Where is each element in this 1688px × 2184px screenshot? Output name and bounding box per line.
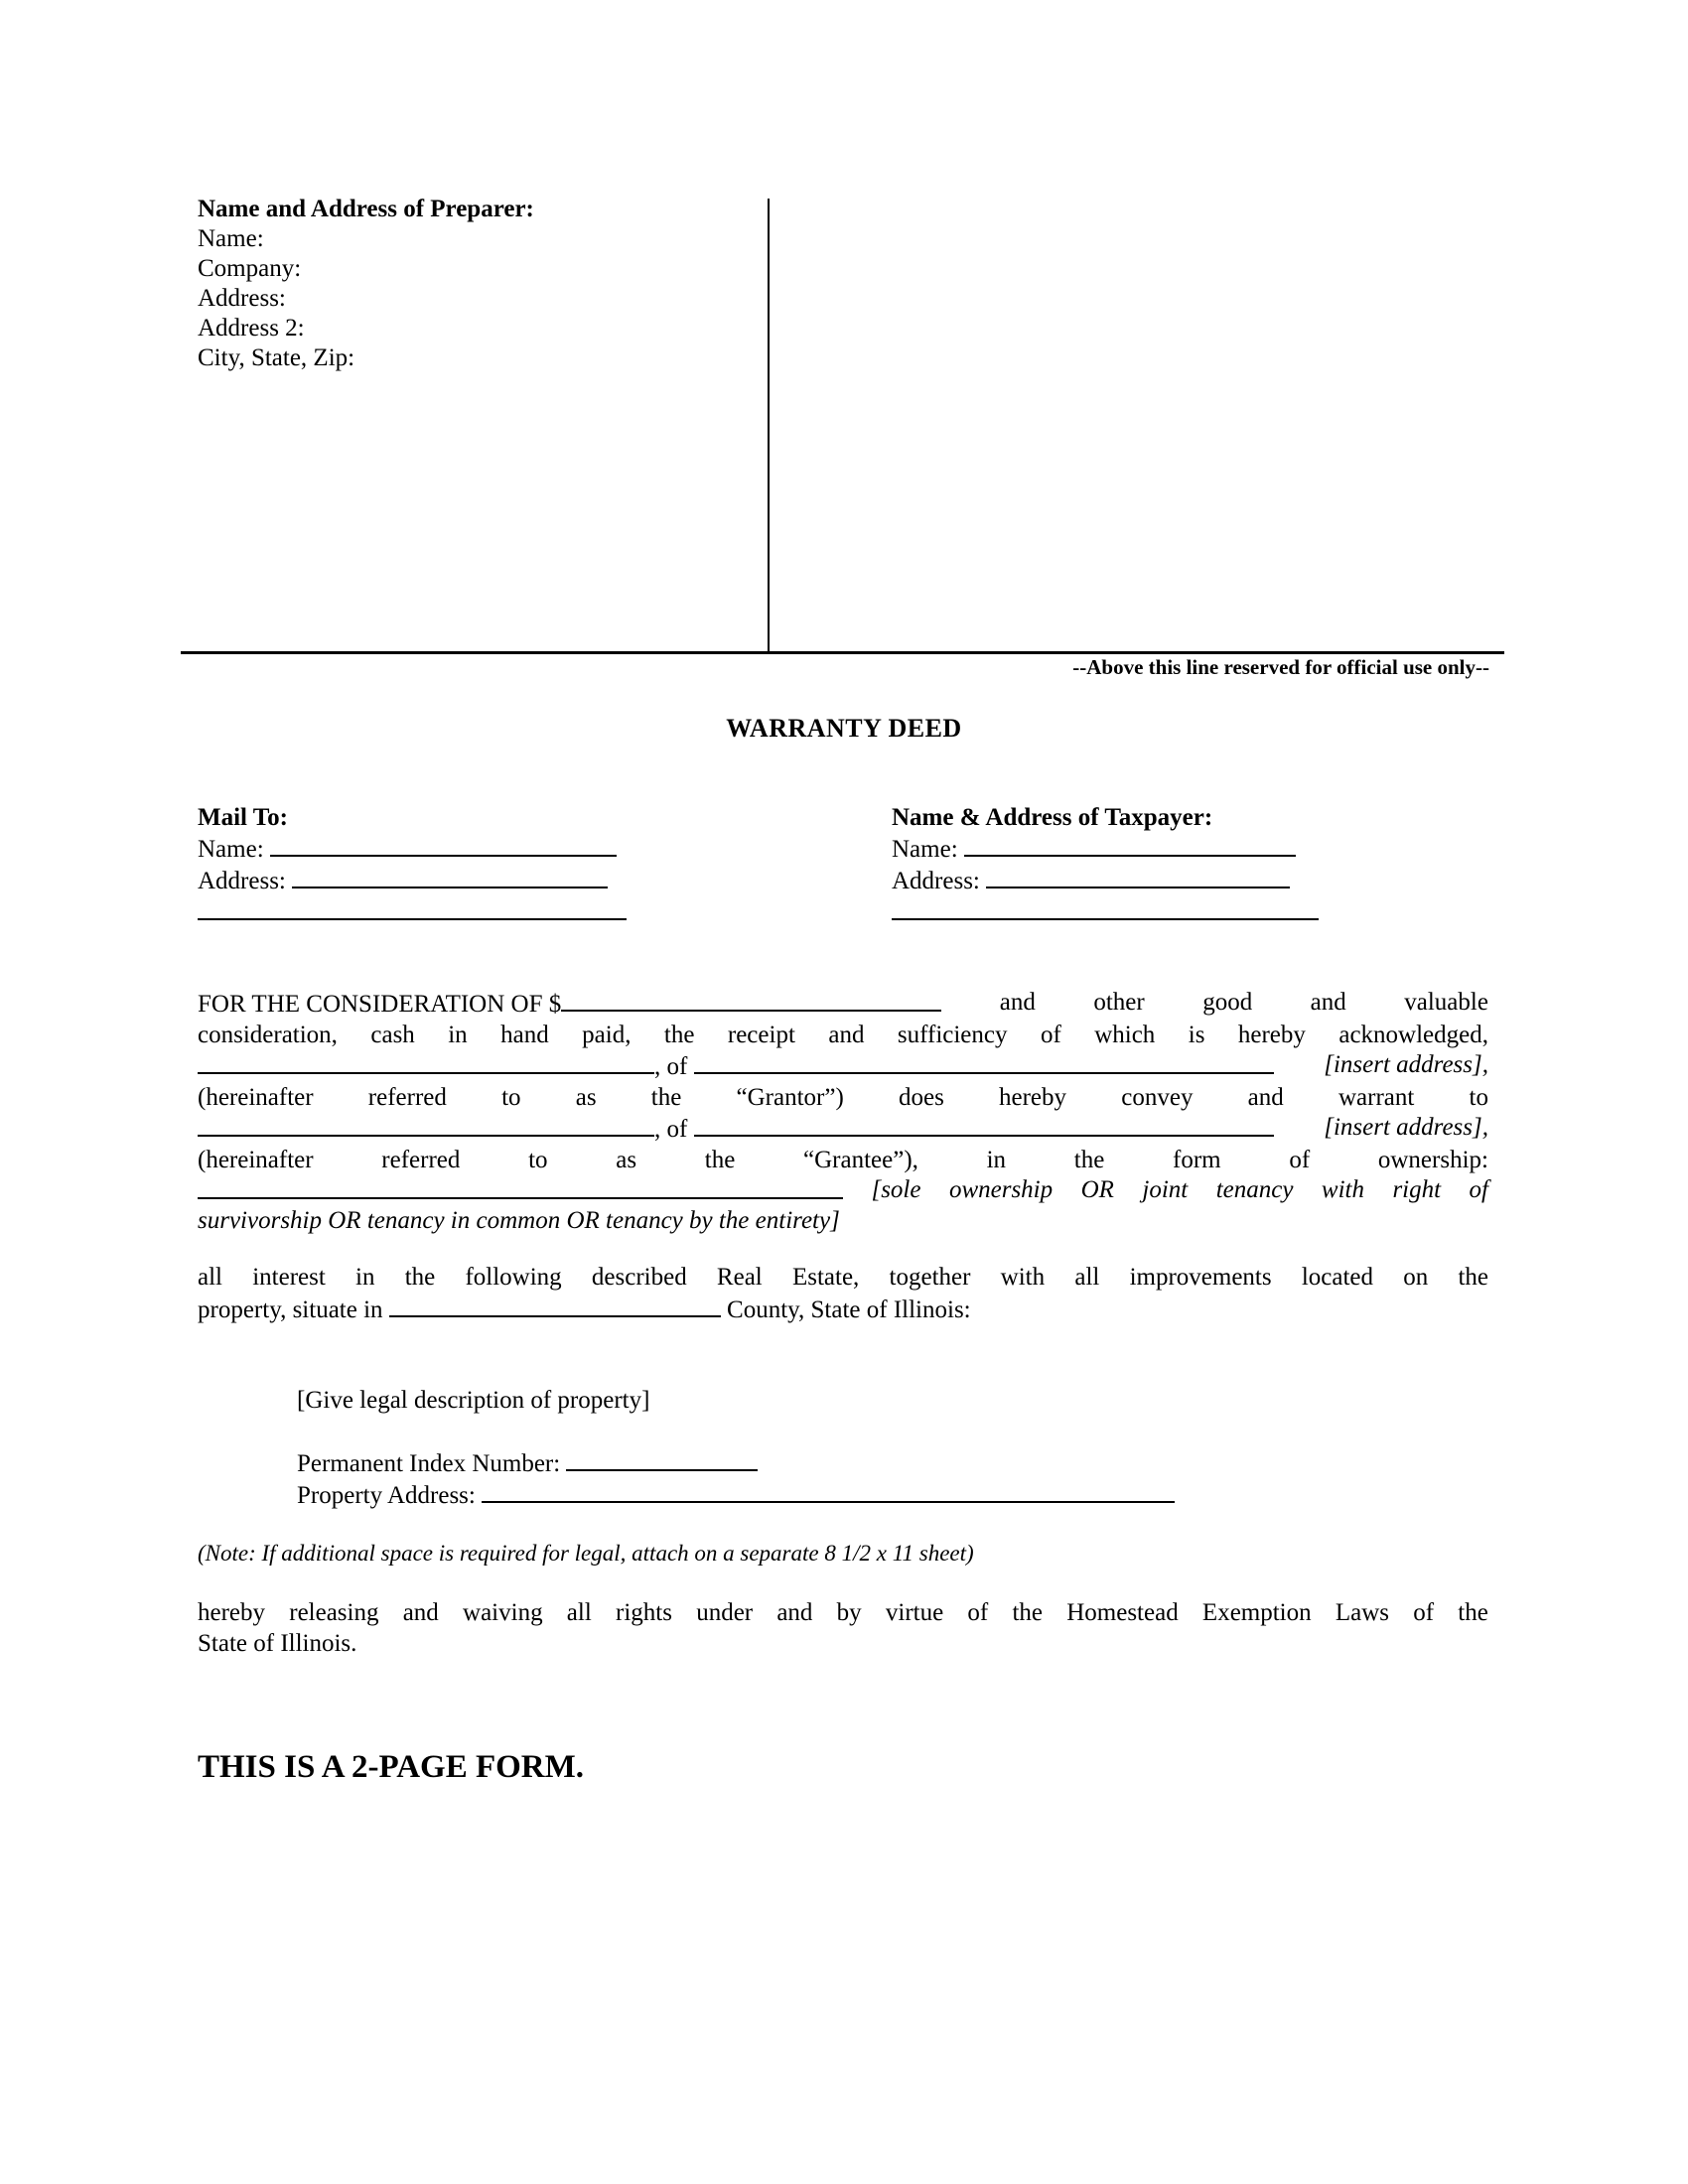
word: by xyxy=(836,1599,862,1626)
word: paid, xyxy=(582,1021,632,1048)
word: and xyxy=(1310,989,1346,1016)
grantor-address-field[interactable] xyxy=(694,1050,1274,1074)
word: in xyxy=(986,1146,1007,1173)
insert-address-hint: [insert address], xyxy=(1324,1114,1488,1141)
word: hand xyxy=(500,1021,549,1048)
word: ownership: xyxy=(1377,1146,1488,1173)
word: the xyxy=(1458,1599,1488,1626)
taxpayer-name-field[interactable] xyxy=(964,833,1296,857)
word: the xyxy=(663,1021,695,1048)
pin-label: Permanent Index Number: xyxy=(297,1450,561,1477)
word: with xyxy=(1000,1264,1046,1291)
mail-to-address-line2-field[interactable] xyxy=(198,896,627,920)
word: right xyxy=(1392,1176,1442,1203)
homestead-line-1 xyxy=(198,1598,1488,1629)
word: all xyxy=(1074,1264,1100,1291)
preparer-address2-label: Address 2: xyxy=(198,315,305,341)
county-field[interactable] xyxy=(389,1294,721,1317)
word: of xyxy=(1413,1599,1435,1626)
homestead-line-2: State of Illinois. xyxy=(198,1629,357,1657)
word: and xyxy=(828,1021,865,1048)
word: Laws xyxy=(1335,1599,1390,1626)
word: (hereinafter xyxy=(198,1146,314,1173)
county-state-label: County, State of Illinois: xyxy=(727,1296,971,1323)
word: joint xyxy=(1142,1176,1189,1203)
homestead-paragraph xyxy=(198,1598,1488,1659)
word: the xyxy=(650,1083,682,1111)
consideration-line-3 xyxy=(198,1050,1488,1083)
word: in xyxy=(355,1264,375,1291)
word: hereby xyxy=(999,1083,1067,1111)
word: to xyxy=(1469,1083,1488,1111)
word: the xyxy=(1073,1146,1105,1173)
word: following xyxy=(465,1264,562,1291)
word: all xyxy=(566,1599,592,1626)
taxpayer-block xyxy=(892,803,1319,928)
mail-to-name-field[interactable] xyxy=(270,833,617,857)
word: described xyxy=(591,1264,687,1291)
word: valuable xyxy=(1404,989,1488,1016)
word: cash xyxy=(370,1021,415,1048)
word: virtue xyxy=(885,1599,944,1626)
word: “Grantor”) xyxy=(736,1083,844,1111)
word: the xyxy=(404,1264,436,1291)
word: and xyxy=(1247,1083,1284,1111)
preparer-address-label: Address: xyxy=(198,285,286,312)
taxpayer-name-label: Name: xyxy=(892,836,958,863)
document-title: WARRANTY DEED xyxy=(726,714,962,743)
word: of xyxy=(1289,1146,1311,1173)
word: receipt xyxy=(727,1021,795,1048)
taxpayer-heading: Name & Address of Taxpayer: xyxy=(892,804,1213,831)
word: with xyxy=(1321,1176,1364,1203)
word: together xyxy=(889,1264,971,1291)
word: to xyxy=(501,1083,521,1111)
taxpayer-address-line2-field[interactable] xyxy=(892,896,1319,920)
preparer-block xyxy=(198,195,534,373)
word: of xyxy=(967,1599,989,1626)
grantee-address-field[interactable] xyxy=(694,1113,1274,1137)
word: interest xyxy=(252,1264,326,1291)
taxpayer-address-label: Address: xyxy=(892,868,980,894)
interest-line-1 xyxy=(198,1263,1488,1294)
mail-to-address-label: Address: xyxy=(198,868,286,894)
word: and xyxy=(402,1599,439,1626)
word: Real xyxy=(716,1264,763,1291)
word: improvements xyxy=(1129,1264,1272,1291)
word: Homestead xyxy=(1066,1599,1179,1626)
consideration-line-8: survivorship OR tenancy in common OR tenancy by the entirety] xyxy=(198,1206,840,1234)
word: all xyxy=(198,1264,222,1291)
word: and xyxy=(776,1599,813,1626)
word: and xyxy=(999,989,1036,1016)
word: in xyxy=(448,1021,468,1048)
word: OR xyxy=(1080,1176,1114,1203)
word: [sole xyxy=(871,1176,921,1203)
word: good xyxy=(1202,989,1253,1016)
word: referred xyxy=(381,1146,461,1173)
grantee-name-field[interactable] xyxy=(198,1113,654,1137)
preparer-name-label: Name: xyxy=(198,225,264,252)
interest-line-2 xyxy=(198,1294,1488,1326)
word: of xyxy=(1469,1176,1488,1203)
mail-to-name-label: Name: xyxy=(198,836,264,863)
word: does xyxy=(898,1083,944,1111)
consideration-amount-label: FOR THE CONSIDERATION OF $ xyxy=(198,991,562,1018)
word: Estate, xyxy=(791,1264,860,1291)
ownership-form-field[interactable] xyxy=(198,1175,843,1199)
word: referred xyxy=(367,1083,447,1111)
word: acknowledged, xyxy=(1338,1021,1488,1048)
word: “Grantee”), xyxy=(803,1146,918,1173)
word: under xyxy=(696,1599,754,1626)
word: as xyxy=(616,1146,637,1173)
word: rights xyxy=(616,1599,672,1626)
word: which xyxy=(1094,1021,1156,1048)
of-label: , of xyxy=(654,1053,688,1080)
mail-to-address-field[interactable] xyxy=(292,865,608,888)
reserved-note: --Above this line reserved for official use only-- xyxy=(1072,655,1489,679)
preparer-heading: Name and Address of Preparer: xyxy=(198,196,534,222)
word: the xyxy=(1012,1599,1044,1626)
consideration-amount-field[interactable] xyxy=(561,988,941,1012)
word: ownership xyxy=(948,1176,1054,1203)
consideration-line-2 xyxy=(198,1021,1488,1051)
word: hereby xyxy=(198,1599,266,1626)
consideration-line-1 xyxy=(198,988,1488,1021)
mail-to-heading: Mail To: xyxy=(198,804,288,831)
word: other xyxy=(1093,989,1145,1016)
word: the xyxy=(704,1146,736,1173)
word: as xyxy=(575,1083,597,1111)
grantor-name-field[interactable] xyxy=(198,1050,654,1074)
word: tenancy xyxy=(1215,1176,1294,1203)
word: releasing xyxy=(289,1599,379,1626)
word: the xyxy=(1458,1264,1488,1291)
vertical-divider xyxy=(768,199,770,653)
of-label: , of xyxy=(654,1116,688,1143)
insert-address-hint: [insert address], xyxy=(1324,1051,1488,1078)
preparer-company-label: Company: xyxy=(198,255,302,282)
word: consideration, xyxy=(198,1021,338,1048)
word: located xyxy=(1301,1264,1373,1291)
legal-fields xyxy=(297,1447,1175,1511)
preparer-city-state-zip-label: City, State, Zip: xyxy=(198,344,355,371)
situate-label: property, situate in xyxy=(198,1296,383,1323)
word: is xyxy=(1188,1021,1205,1048)
page-count-notice: THIS IS A 2-PAGE FORM. xyxy=(198,1749,585,1785)
consideration-line-6 xyxy=(198,1146,1488,1176)
word: waiving xyxy=(463,1599,543,1626)
word: form xyxy=(1173,1146,1221,1173)
consideration-line-5 xyxy=(198,1113,1488,1146)
word: to xyxy=(528,1146,548,1173)
taxpayer-address-field[interactable] xyxy=(986,865,1290,888)
legal-space-note: (Note: If additional space is required for legal, attach on a separate 8 1/2 x 11 sheet) xyxy=(198,1541,974,1566)
mail-to-block xyxy=(198,803,627,928)
word: of xyxy=(1040,1021,1061,1048)
word: warrant xyxy=(1337,1083,1415,1111)
consideration-paragraph xyxy=(198,988,1488,1236)
property-address-label: Property Address: xyxy=(297,1482,476,1509)
word: (hereinafter xyxy=(198,1083,314,1111)
interest-paragraph xyxy=(198,1263,1488,1325)
word: sufficiency xyxy=(897,1021,1008,1048)
consideration-line-4 xyxy=(198,1083,1488,1114)
word: hereby xyxy=(1237,1021,1306,1048)
word: Exemption xyxy=(1201,1599,1312,1626)
word: convey xyxy=(1121,1083,1194,1111)
word: on xyxy=(1403,1264,1429,1291)
legal-description-placeholder: [Give legal description of property] xyxy=(297,1387,650,1414)
pin-field[interactable] xyxy=(566,1447,758,1471)
consideration-line-7 xyxy=(198,1175,1488,1206)
property-address-field[interactable] xyxy=(482,1479,1175,1503)
